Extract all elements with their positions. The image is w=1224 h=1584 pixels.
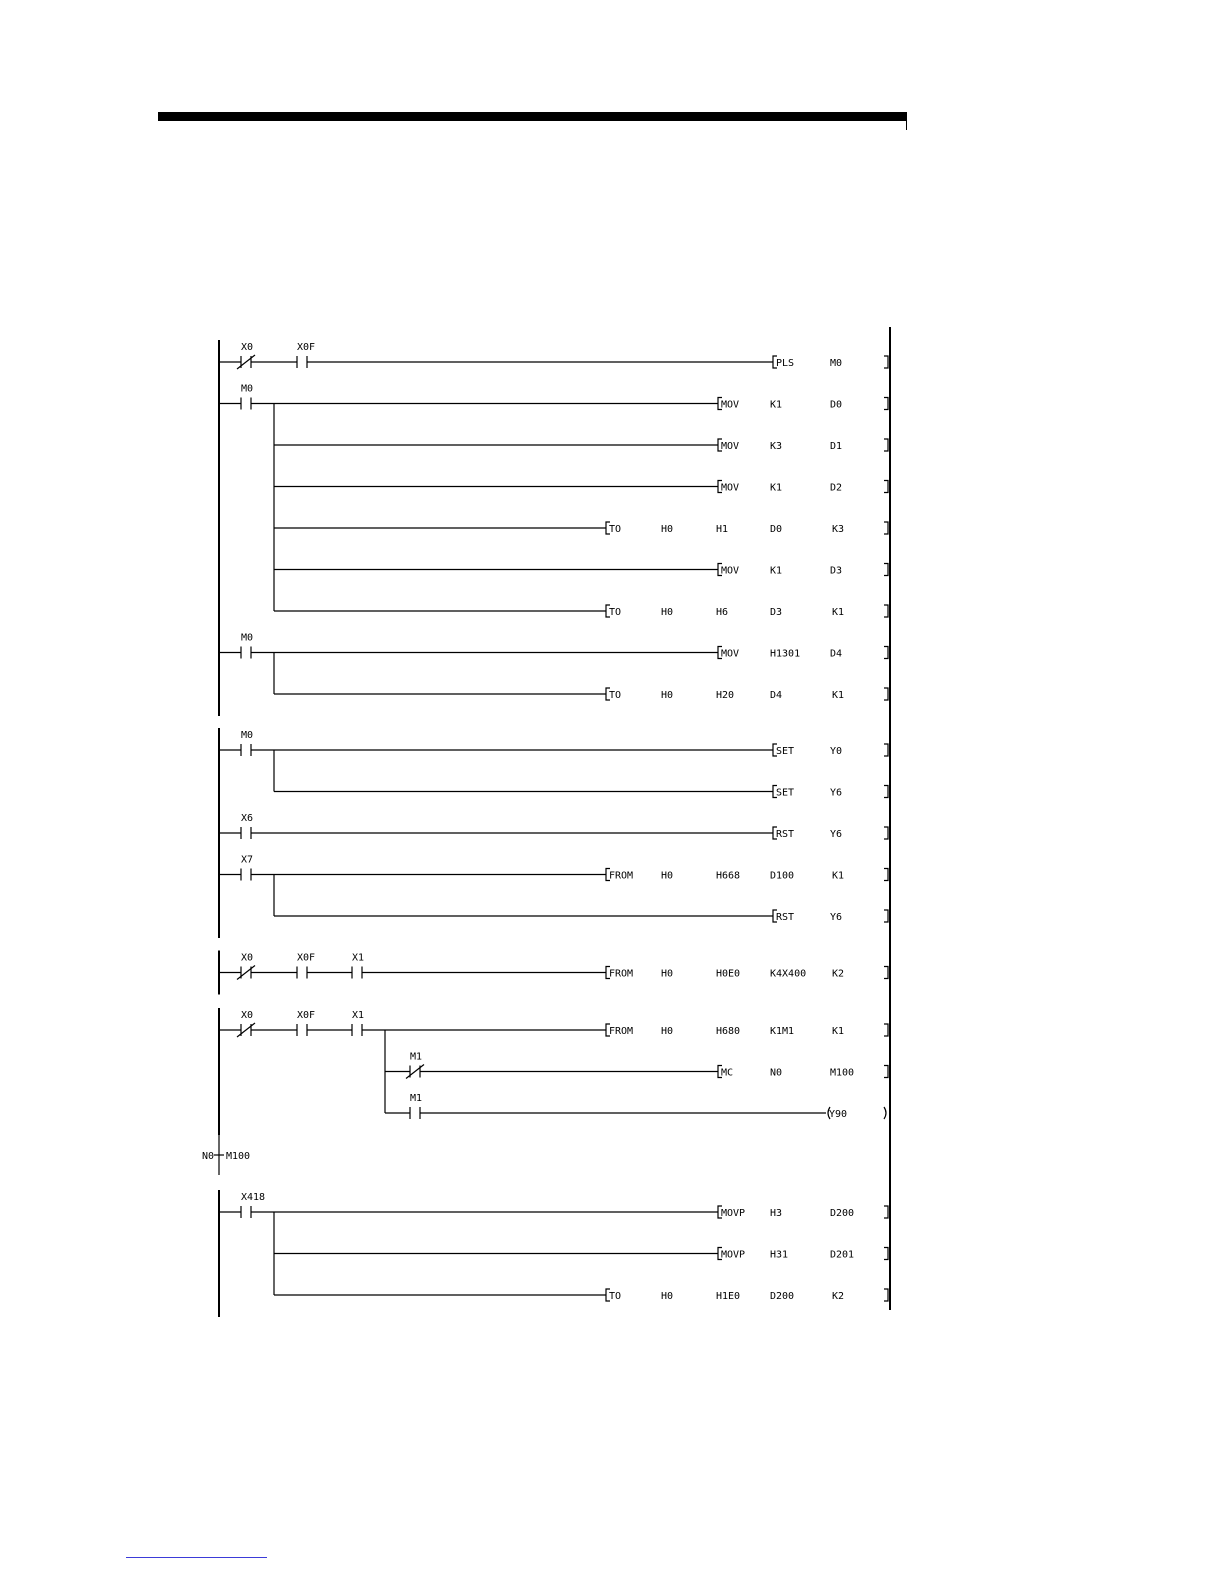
instruction-arg: H0 [661, 870, 674, 882]
instruction-close-bracket [884, 564, 888, 576]
instruction-close-bracket [884, 1248, 888, 1260]
instruction-close-bracket [884, 356, 888, 368]
no-contact [241, 647, 251, 659]
instruction-op: FROM [609, 870, 634, 882]
instruction-close-bracket [884, 786, 888, 798]
instruction-op: MOV [721, 648, 740, 660]
contact-label: X0 [241, 342, 254, 353]
instruction-close-bracket [884, 1206, 888, 1218]
no-contact [297, 356, 307, 368]
contact-label: X0F [297, 342, 316, 353]
contact-label: X0F [297, 952, 316, 964]
no-contact [352, 967, 362, 979]
instruction-arg: K1 [832, 870, 845, 882]
instruction-arg: Y6 [830, 787, 843, 799]
instruction-arg: H0 [661, 690, 674, 701]
instruction-arg: H680 [716, 1026, 741, 1037]
instruction-op: FROM [609, 1026, 634, 1037]
instruction-arg: K1 [770, 565, 783, 577]
instruction-arg: K1M1 [770, 1026, 795, 1037]
instruction-arg: H1 [716, 524, 729, 535]
instruction-close-bracket [884, 1289, 888, 1301]
instruction-op: TO [609, 690, 622, 701]
instruction-arg: K1 [832, 690, 845, 701]
instruction-op: SET [776, 787, 795, 799]
coil-name: Y90 [829, 1109, 848, 1120]
instruction-close-bracket [884, 439, 888, 451]
instruction-op: MOVP [721, 1208, 746, 1219]
instruction-arg: N0 [770, 1067, 783, 1079]
instruction-op: PLS [776, 358, 795, 369]
mc-marker-left: N0 [201, 1151, 214, 1162]
instruction-arg: D3 [830, 565, 843, 577]
no-contact [241, 744, 251, 756]
instruction-close-bracket [884, 522, 888, 534]
no-contact [297, 1024, 307, 1036]
contact-label: M1 [410, 1051, 423, 1063]
no-contact [241, 869, 251, 881]
instruction-arg: M100 [830, 1067, 855, 1079]
instruction-close-bracket [884, 744, 888, 756]
instruction-op: RST [776, 829, 795, 840]
instruction-close-bracket [884, 910, 888, 922]
instruction-arg: H0 [661, 524, 674, 535]
contact-label: X0F [297, 1010, 316, 1021]
instruction-arg: D201 [830, 1249, 855, 1261]
instruction-arg: D2 [830, 482, 843, 494]
instruction-arg: H6 [716, 607, 729, 618]
instruction-arg: H0 [661, 607, 674, 618]
instruction-arg: K4X400 [770, 968, 807, 980]
instruction-arg: K2 [832, 1291, 845, 1302]
contact-label: M0 [241, 383, 254, 395]
contact-label: X418 [241, 1192, 266, 1203]
no-contact [410, 1107, 420, 1119]
instruction-arg: H0 [661, 1291, 674, 1302]
contact-label: X0 [241, 1010, 254, 1021]
instruction-op: MOVP [721, 1249, 746, 1261]
instruction-arg: H0E0 [716, 968, 741, 980]
instruction-arg: K1 [770, 399, 783, 411]
instruction-arg: H1301 [770, 648, 801, 660]
instruction-arg: K2 [832, 968, 845, 980]
instruction-op: TO [609, 1291, 622, 1302]
instruction-arg: H31 [770, 1249, 789, 1261]
instruction-arg: D200 [830, 1208, 855, 1219]
instruction-close-bracket [884, 647, 888, 659]
instruction-arg: H0 [661, 1026, 674, 1037]
footer-link-underline[interactable] [126, 1557, 267, 1558]
contact-label: X1 [352, 1010, 365, 1021]
contact-label: M1 [410, 1093, 423, 1104]
instruction-op: MOV [721, 399, 740, 411]
instruction-arg: D0 [830, 399, 843, 411]
instruction-close-bracket [884, 688, 888, 700]
instruction-arg: D0 [770, 524, 783, 535]
coil-right-arc [884, 1107, 886, 1119]
instruction-close-bracket [884, 1024, 888, 1036]
contact-label: X6 [241, 813, 254, 824]
instruction-arg: D4 [830, 648, 843, 660]
instruction-close-bracket [884, 869, 888, 881]
instruction-op: TO [609, 607, 622, 618]
instruction-close-bracket [884, 481, 888, 493]
instruction-arg: Y0 [830, 746, 843, 757]
instruction-close-bracket [884, 967, 888, 979]
instruction-op: FROM [609, 968, 634, 980]
instruction-arg: D200 [770, 1291, 795, 1302]
instruction-op: MC [721, 1067, 734, 1079]
instruction-arg: H1E0 [716, 1291, 741, 1302]
no-contact [297, 967, 307, 979]
instruction-arg: Y6 [830, 912, 843, 923]
contact-label: M0 [241, 730, 254, 741]
no-contact [241, 398, 251, 410]
instruction-arg: Y6 [830, 829, 843, 840]
instruction-arg: D3 [770, 607, 783, 618]
instruction-arg: H3 [770, 1208, 783, 1219]
instruction-arg: K1 [832, 1026, 845, 1037]
instruction-op: RST [776, 912, 795, 923]
instruction-op: MOV [721, 565, 740, 577]
instruction-close-bracket [884, 1066, 888, 1078]
contact-label: X7 [241, 854, 254, 866]
mc-marker-right: M100 [226, 1151, 251, 1162]
contact-label: X1 [352, 952, 365, 964]
instruction-op: SET [776, 746, 795, 757]
instruction-arg: M0 [830, 358, 843, 369]
instruction-arg: H668 [716, 870, 741, 882]
instruction-close-bracket [884, 605, 888, 617]
instruction-op: MOV [721, 482, 740, 494]
no-contact [352, 1024, 362, 1036]
instruction-arg: K3 [832, 524, 845, 535]
instruction-arg: D4 [770, 690, 783, 701]
instruction-close-bracket [884, 827, 888, 839]
instruction-arg: K3 [770, 441, 783, 452]
instruction-op: MOV [721, 441, 740, 452]
instruction-close-bracket [884, 398, 888, 410]
instruction-arg: D1 [830, 441, 843, 452]
instruction-arg: K1 [770, 482, 783, 494]
instruction-op: TO [609, 524, 622, 535]
contact-label: M0 [241, 632, 254, 644]
no-contact [241, 827, 251, 839]
instruction-arg: H20 [716, 690, 735, 701]
instruction-arg: D100 [770, 870, 795, 882]
instruction-arg: H0 [661, 968, 674, 980]
no-contact [241, 1206, 251, 1218]
instruction-arg: K1 [832, 607, 845, 618]
contact-label: X0 [241, 952, 254, 964]
